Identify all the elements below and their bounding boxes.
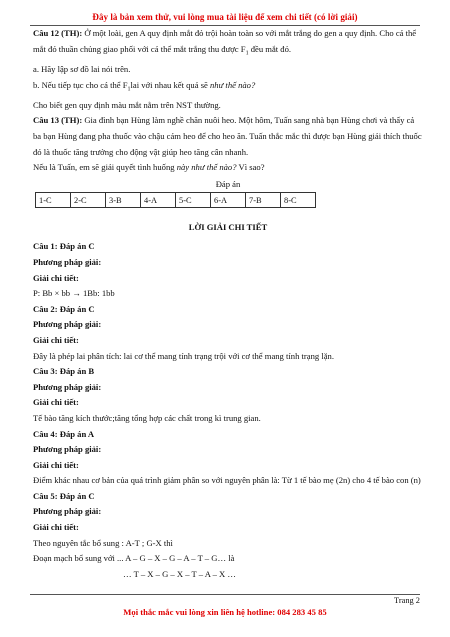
solution-detail-line-3: … T – X – G – X – T – A – X …: [123, 568, 237, 579]
solution-item-5: [33, 489, 423, 583]
solution-detail: P: Bb × bb → 1Bb: 1bb: [33, 288, 115, 299]
solution-title: LỜI GIẢI CHI TIẾT: [188, 222, 268, 233]
question-13-text: Gia đình bạn Hùng làm nghề chăn nuôi heo. Một hôm, Tuấn sang nhà bạn Hùng chơi và thấy cả ba bạn Hùng đang pha thuốc vào chậu cám heo để cho heo ăn. Tuấn thắc mắc thì được bạn Hùng giải thích thuốc đó là thuốc tăng trưởng cho động vật giúp heo tăng cân nhanh.: [33, 115, 422, 157]
question-12-note: Cho biết gen quy định màu mắt nằm trên NST thường.: [33, 99, 221, 110]
solution-detail: Tế bào tăng kích thước;tăng tổng hợp các chất trong kì trung gian.: [33, 412, 261, 423]
answer-cell: 7-B: [246, 193, 281, 208]
q13-question-italic: này như thế nào?: [176, 162, 237, 173]
answer-cell: 6-A: [211, 193, 246, 208]
method-label: Phương pháp giải:: [33, 506, 102, 517]
method-label: Phương pháp giải:: [33, 381, 102, 392]
preview-banner: Đây là bản xem thử, vui lòng mua tài liệu để xem chi tiết (có lời giải): [92, 12, 358, 22]
answer-cell: 8-C: [281, 193, 316, 208]
footer-rule: [30, 594, 420, 595]
method-label: Phương pháp giải:: [33, 444, 102, 455]
question-12-label: Câu 12 (TH):: [33, 28, 83, 38]
part-b-subscript: 1: [127, 86, 131, 93]
question-13-label: Câu 13 (TH):: [33, 115, 83, 126]
answer-cell: 3-B: [106, 193, 141, 208]
part-b-mid: lai với nhau kết quả sẽ: [130, 79, 210, 90]
solution-item-1: [33, 239, 423, 301]
detail-label: Giải chi tiết:: [33, 272, 79, 283]
question-12-part-b: [33, 78, 423, 98]
question-12-text: Ở một loài, gen A quy định mắt đỏ trội hoàn toàn so với mắt trắng do gen a quy định. Cho cá thể mắt đỏ thuần chủng giao phối với cá thể mắt trắng thu được F: [33, 28, 417, 54]
page-number: Trang 2: [394, 596, 420, 605]
detail-label: Giải chi tiết:: [33, 459, 79, 470]
answer-cell: 5-C: [176, 193, 211, 208]
method-label: Phương pháp giải:: [33, 319, 102, 330]
solution-heading: Câu 5: Đáp án C: [33, 490, 95, 501]
solution-item-4: [33, 427, 423, 489]
answer-cell: 2-C: [71, 193, 106, 208]
q13-question-start: Nếu là Tuấn, em sẽ giải quyết tình huống: [33, 162, 177, 173]
detail-label: Giải chi tiết:: [33, 522, 79, 533]
solution-detail-line-2: Đoạn mạch bổ sung với ... A – G – X – G – A – T – G… là: [33, 553, 235, 564]
answer-table: [35, 192, 316, 208]
part-b-start: b. Nếu tiếp tục cho cá thể F: [33, 79, 128, 90]
solution-detail: Theo nguyên tắc bổ sung : A-T ; G-X thì: [33, 537, 173, 548]
detail-label: Giải chi tiết:: [33, 397, 79, 408]
q13-question-end: Vì sao?: [236, 162, 265, 173]
document-body: [33, 26, 423, 582]
answer-cell: 4-A: [141, 193, 176, 208]
solution-heading: Câu 2: Đáp án C: [33, 303, 95, 314]
hotline-footer: Mọi thắc mắc vui lòng xin liên hệ hotline: 084 283 45 85: [123, 607, 327, 617]
method-label: Phương pháp giải:: [33, 256, 102, 267]
part-b-italic: như thế nào?: [210, 79, 256, 90]
solution-detail: Điểm khác nhau cơ bản của quá trình giảm phân so với nguyên phân là: Từ 1 tế bào mẹ (2n) cho 4 tế bào con (n): [33, 475, 421, 486]
detail-label: Giải chi tiết:: [33, 334, 79, 345]
solution-heading: Câu 1: Đáp án C: [33, 241, 95, 252]
f1-subscript: 1: [245, 50, 249, 57]
solution-detail: Đây là phép lai phân tích: lai cơ thể mang tính trạng trội với cơ thể mang tính trạng lặn.: [33, 350, 334, 361]
question-12-part-a: a. Hãy lập sơ đồ lai nói trên.: [33, 63, 131, 74]
solution-item-3: [33, 364, 423, 426]
question-12: [33, 26, 423, 62]
question-13: [33, 113, 423, 160]
answer-table-row: [36, 193, 316, 208]
question-13-question: [33, 160, 423, 176]
solution-item-2: [33, 302, 423, 364]
answer-table-title: Đáp án: [215, 178, 241, 189]
solution-heading: Câu 4: Đáp án A: [33, 428, 95, 439]
answer-cell: 1-C: [36, 193, 71, 208]
question-12-text-end: đều mắt đỏ.: [248, 43, 292, 54]
solution-heading: Câu 3: Đáp án B: [33, 366, 95, 377]
